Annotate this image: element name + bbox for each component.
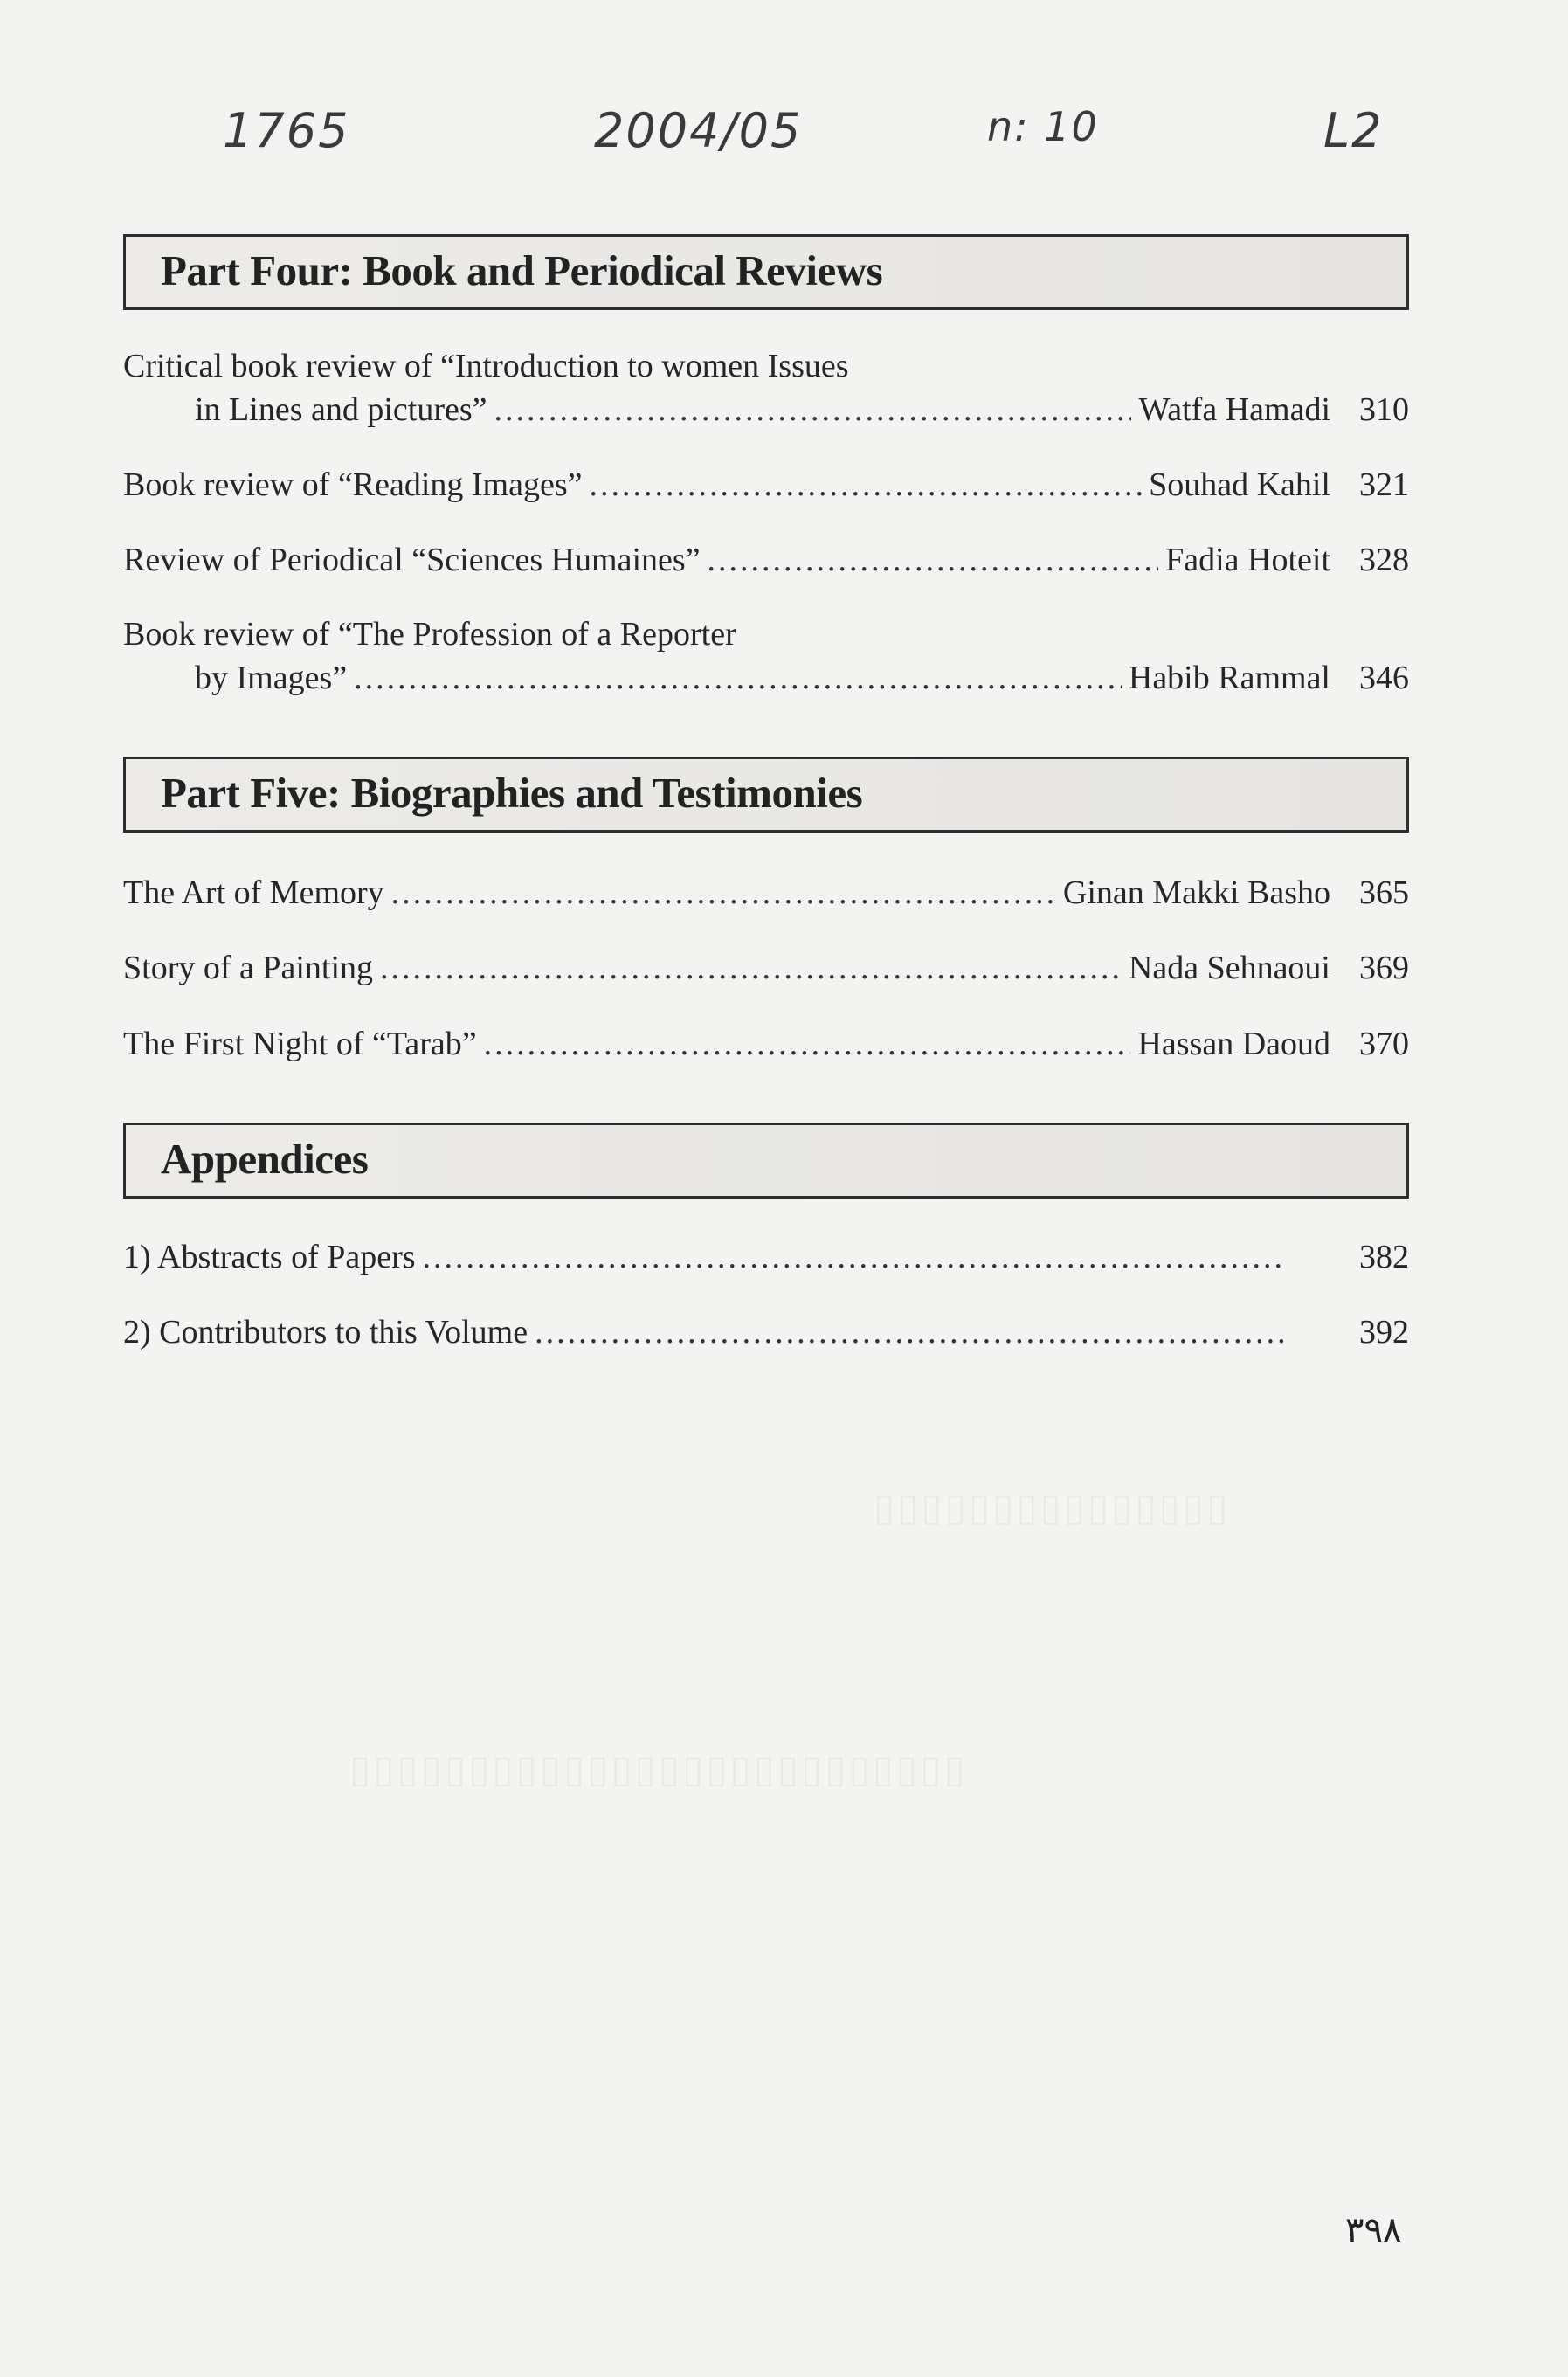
toc-entry [123, 541, 1409, 584]
entry-author: Souhad Kahil [1149, 466, 1330, 503]
entry-row [123, 1313, 1409, 1355]
section-header-part-four [123, 234, 1409, 310]
entry-row [123, 949, 1409, 991]
toc-entry [123, 874, 1409, 917]
leader-dots [494, 390, 1132, 429]
handwritten-note: 2004/05 [594, 103, 803, 158]
handwritten-note: 1765 [223, 103, 350, 158]
leader-dots [484, 1025, 1131, 1063]
leader-dots [535, 1313, 1287, 1351]
leader-dots [380, 949, 1122, 987]
section-header-part-five [123, 757, 1409, 833]
handwritten-note: L2 [1323, 103, 1384, 158]
toc-entry [123, 1025, 1409, 1068]
entry-author: Hassan Daoud [1137, 1026, 1330, 1062]
entry-title: in Lines and pictures” [195, 391, 487, 428]
bleed-through [349, 1747, 968, 1792]
entry-title: The First Night of “Tarab” [123, 1026, 477, 1062]
leader-dots [354, 659, 1122, 697]
entry-row [123, 659, 1409, 701]
entry-row [123, 466, 1409, 508]
leader-dots [708, 541, 1159, 579]
toc-entry [123, 1238, 1409, 1282]
entry-title: 2) Contributors to this Volume [123, 1314, 528, 1351]
bleed-through [874, 1485, 1230, 1530]
toc-entry [123, 1313, 1409, 1357]
entry-title: 1) Abstracts of Papers [123, 1239, 416, 1275]
entry-page: 382 [1359, 1239, 1409, 1275]
entry-page: 365 [1359, 874, 1409, 911]
entry-author: Nada Sehnaoui [1128, 950, 1330, 986]
toc-entry [123, 615, 1409, 702]
entry-page: 369 [1359, 950, 1409, 986]
leader-dots [590, 466, 1143, 504]
page-number: ٣٩٨ [1345, 2210, 1402, 2250]
leader-dots [423, 1238, 1287, 1276]
entry-author: Habib Rammal [1128, 660, 1330, 696]
section-title: Part Four: Book and Periodical Reviews [161, 246, 883, 294]
entry-row [123, 874, 1409, 916]
section-header-appendices [123, 1123, 1409, 1199]
handwritten-note: n: 10 [987, 103, 1099, 150]
toc-entry [123, 949, 1409, 992]
entry-page: 328 [1359, 542, 1409, 578]
entry-page: 392 [1359, 1314, 1409, 1351]
entry-row [123, 541, 1409, 583]
entry-row [123, 390, 1409, 432]
toc-entry [123, 466, 1409, 509]
entry-title: Story of a Painting [123, 950, 374, 986]
entry-author: Ginan Makki Basho [1062, 874, 1330, 911]
entry-row [123, 1238, 1409, 1280]
entry-title: Review of Periodical “Sciences Humaines” [123, 542, 701, 578]
entry-row [123, 1025, 1409, 1067]
section-title: Part Five: Biographies and Testimonies [161, 769, 863, 817]
entry-author: Fadia Hoteit [1165, 542, 1330, 578]
entry-page: 370 [1359, 1026, 1409, 1062]
entry-title: The Art of Memory [123, 874, 384, 911]
entry-title: Book review of “Reading Images” [123, 466, 583, 503]
entry-title-line: Book review of “The Profession of a Reporter [123, 616, 736, 653]
entry-page: 346 [1359, 660, 1409, 696]
leader-dots [391, 874, 1056, 912]
entry-title-line: Critical book review of “Introduction to women Issues [123, 348, 849, 384]
entry-title: by Images” [195, 660, 348, 696]
entry-page: 321 [1359, 466, 1409, 503]
entry-author: Watfa Hamadi [1138, 391, 1330, 428]
entry-page: 310 [1359, 391, 1409, 428]
section-title: Appendices [161, 1135, 369, 1183]
toc-entry [123, 347, 1409, 434]
